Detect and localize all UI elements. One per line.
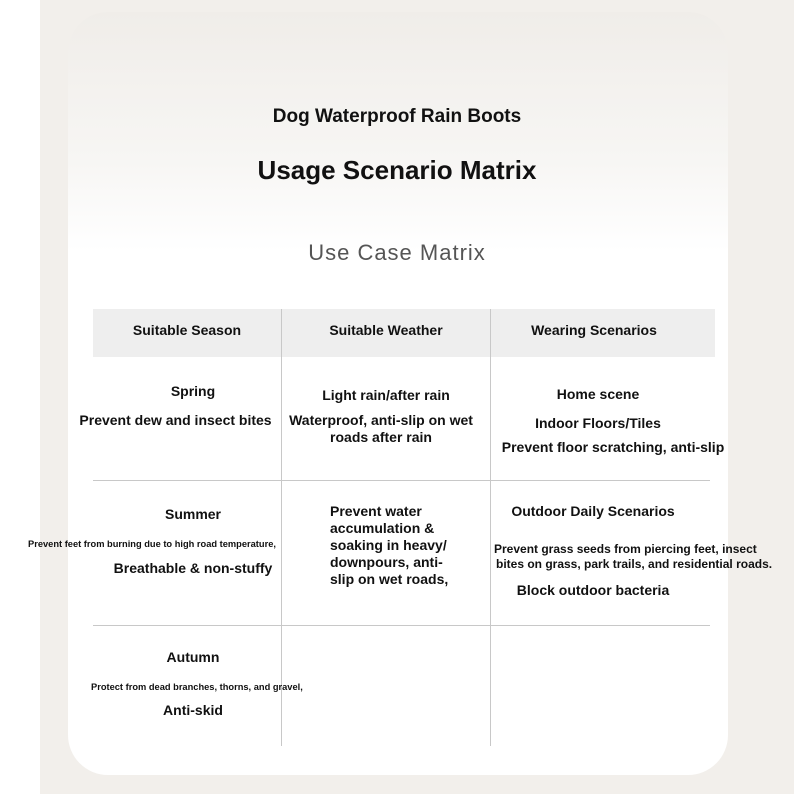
weather-name: Light rain/after rain [322, 387, 450, 403]
product-title: Dog Waterproof Rain Boots [272, 106, 522, 127]
season-detail: Prevent dew and insect bites [79, 412, 272, 428]
season-detail: Breathable & non-stuffy [113, 560, 273, 576]
header-weather: Suitable Weather [329, 322, 443, 338]
weather-detail: slip on wet roads, [330, 571, 449, 587]
weather-detail: roads after rain [330, 429, 432, 445]
matrix-subtitle: Use Case Matrix [308, 240, 486, 265]
scenario-name: Home scene [556, 386, 640, 402]
weather-detail: accumulation & [330, 520, 435, 536]
scenario-detail: Indoor Floors/Tiles [535, 415, 661, 431]
weather-detail: soaking in heavy/ [330, 537, 447, 553]
season-detail: Prevent feet from burning due to high road temperature, [28, 539, 276, 549]
scenario-name: Outdoor Daily Scenarios [511, 503, 675, 519]
matrix-title: Usage Scenario Matrix [257, 155, 537, 185]
weather-detail: downpours, anti- [330, 554, 443, 570]
season-name: Summer [164, 506, 222, 522]
scenario-detail: Prevent grass seeds from piercing feet, insect [494, 542, 757, 556]
row-divider [93, 480, 710, 481]
scenario-detail: Prevent floor scratching, anti-slip [501, 439, 725, 455]
season-name: Spring [170, 383, 216, 399]
season-name: Autumn [166, 649, 220, 665]
scenario-detail: bites on grass, park trails, and residential roads. [496, 557, 773, 571]
header-season: Suitable Season [132, 322, 242, 338]
weather-detail: Prevent water [330, 503, 422, 519]
season-detail: Anti-skid [163, 702, 223, 718]
column-divider [490, 309, 491, 746]
weather-detail: Waterproof, anti-slip on wet [289, 412, 473, 428]
season-detail: Protect from dead branches, thorns, and gravel, [91, 682, 303, 692]
column-divider [281, 309, 282, 746]
scenario-detail: Block outdoor bacteria [516, 582, 670, 598]
row-divider [93, 625, 710, 626]
header-scenarios: Wearing Scenarios [531, 322, 657, 338]
